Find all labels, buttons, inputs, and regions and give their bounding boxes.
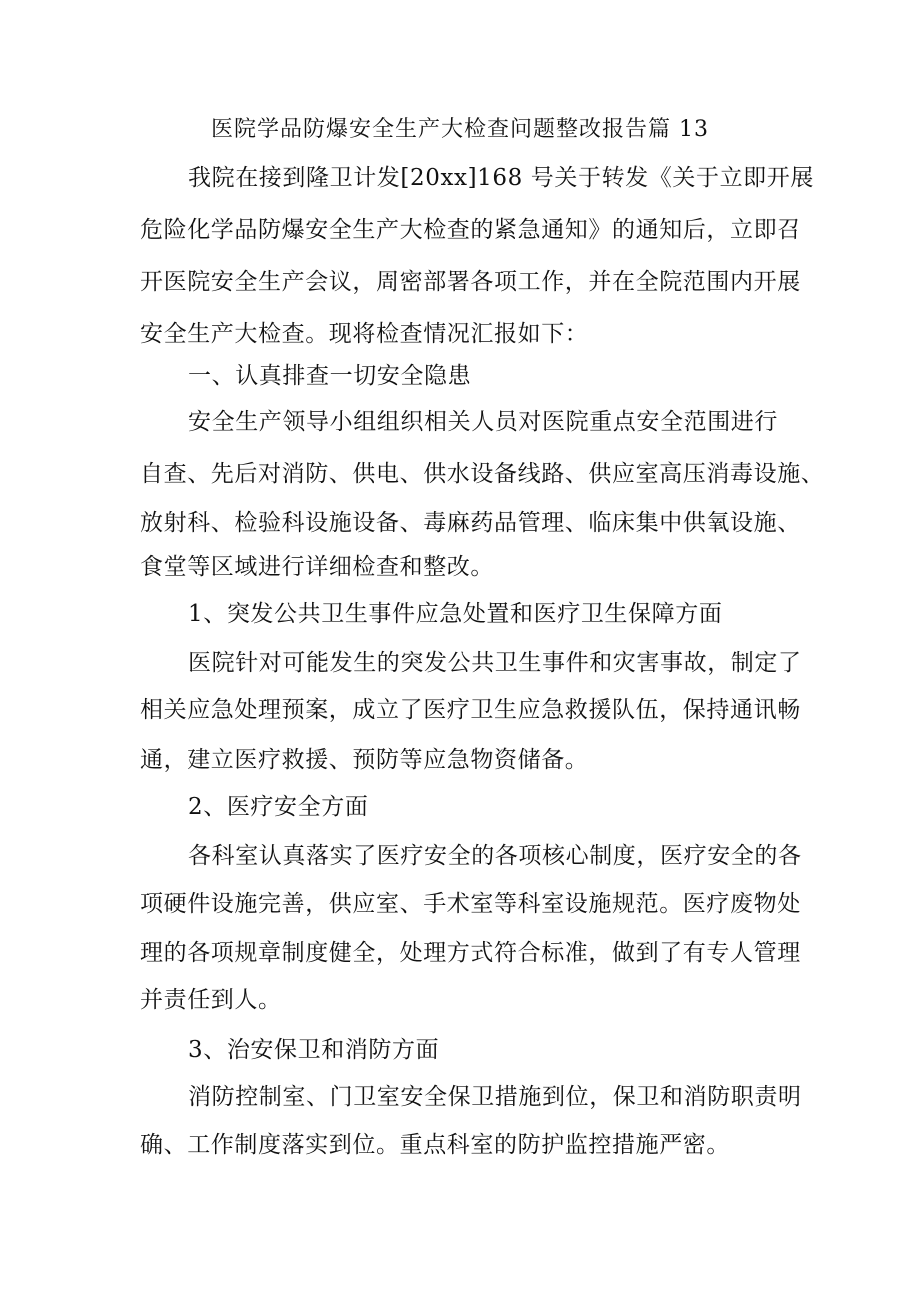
section-heading: 1、突发公共卫生事件应急处置和医疗卫生保障方面 — [188, 601, 723, 627]
section-heading: 2、医疗安全方面 — [188, 794, 369, 820]
paragraph-line: 放射科、检验科设施设备、毒麻药品管理、临床集中供氧设施、 — [140, 510, 801, 536]
paragraph-line: 安全生产大检查。现将检查情况汇报如下： — [140, 321, 589, 347]
document-title: 医院学品防爆安全生产大检查问题整改报告篇 13 — [211, 117, 709, 142]
paragraph-line: 危险化学品防爆安全生产大检查的紧急通知》的通知后，立即召 — [140, 217, 801, 243]
paragraph-line: 各科室认真落实了医疗安全的各项核心制度，医疗安全的各 — [188, 843, 802, 869]
paragraph-line: 相关应急处理预案，成立了医疗卫生应急救援队伍，保持通讯畅 — [140, 697, 801, 723]
paragraph-line: 通，建立医疗救援、预防等应急物资储备。 — [140, 747, 589, 773]
paragraph-line: 项硬件设施完善，供应室、手术室等科室设施规范。医疗废物处 — [140, 891, 801, 917]
paragraph-line: 医院针对可能发生的突发公共卫生事件和灾害事故，制定了 — [188, 650, 802, 676]
section-heading: 3、治安保卫和消防方面 — [188, 1037, 440, 1063]
paragraph-line: 我院在接到隆卫计发[20xx]168 号关于转发《关于立即开展 — [188, 165, 814, 191]
section-heading: 一、认真排查一切安全隐患 — [188, 363, 472, 389]
paragraph-line: 消防控制室、门卫室安全保卫措施到位，保卫和消防职责明 — [188, 1084, 802, 1110]
paragraph-line: 确、工作制度落实到位。重点科室的防护监控措施严密。 — [140, 1132, 730, 1158]
paragraph-line: 安全生产领导小组组织相关人员对医院重点安全范围进行 — [188, 409, 778, 435]
paragraph-line: 并责任到人。 — [140, 987, 282, 1013]
paragraph-line: 理的各项规章制度健全，处理方式符合标准，做到了有专人管理 — [140, 940, 801, 966]
paragraph-line: 食堂等区域进行详细检查和整改。 — [140, 554, 494, 580]
paragraph-line: 开医院安全生产会议，周密部署各项工作，并在全院范围内开展 — [140, 269, 801, 295]
paragraph-line: 自查、先后对消防、供电、供水设备线路、供应室高压消毒设施、 — [140, 461, 825, 487]
